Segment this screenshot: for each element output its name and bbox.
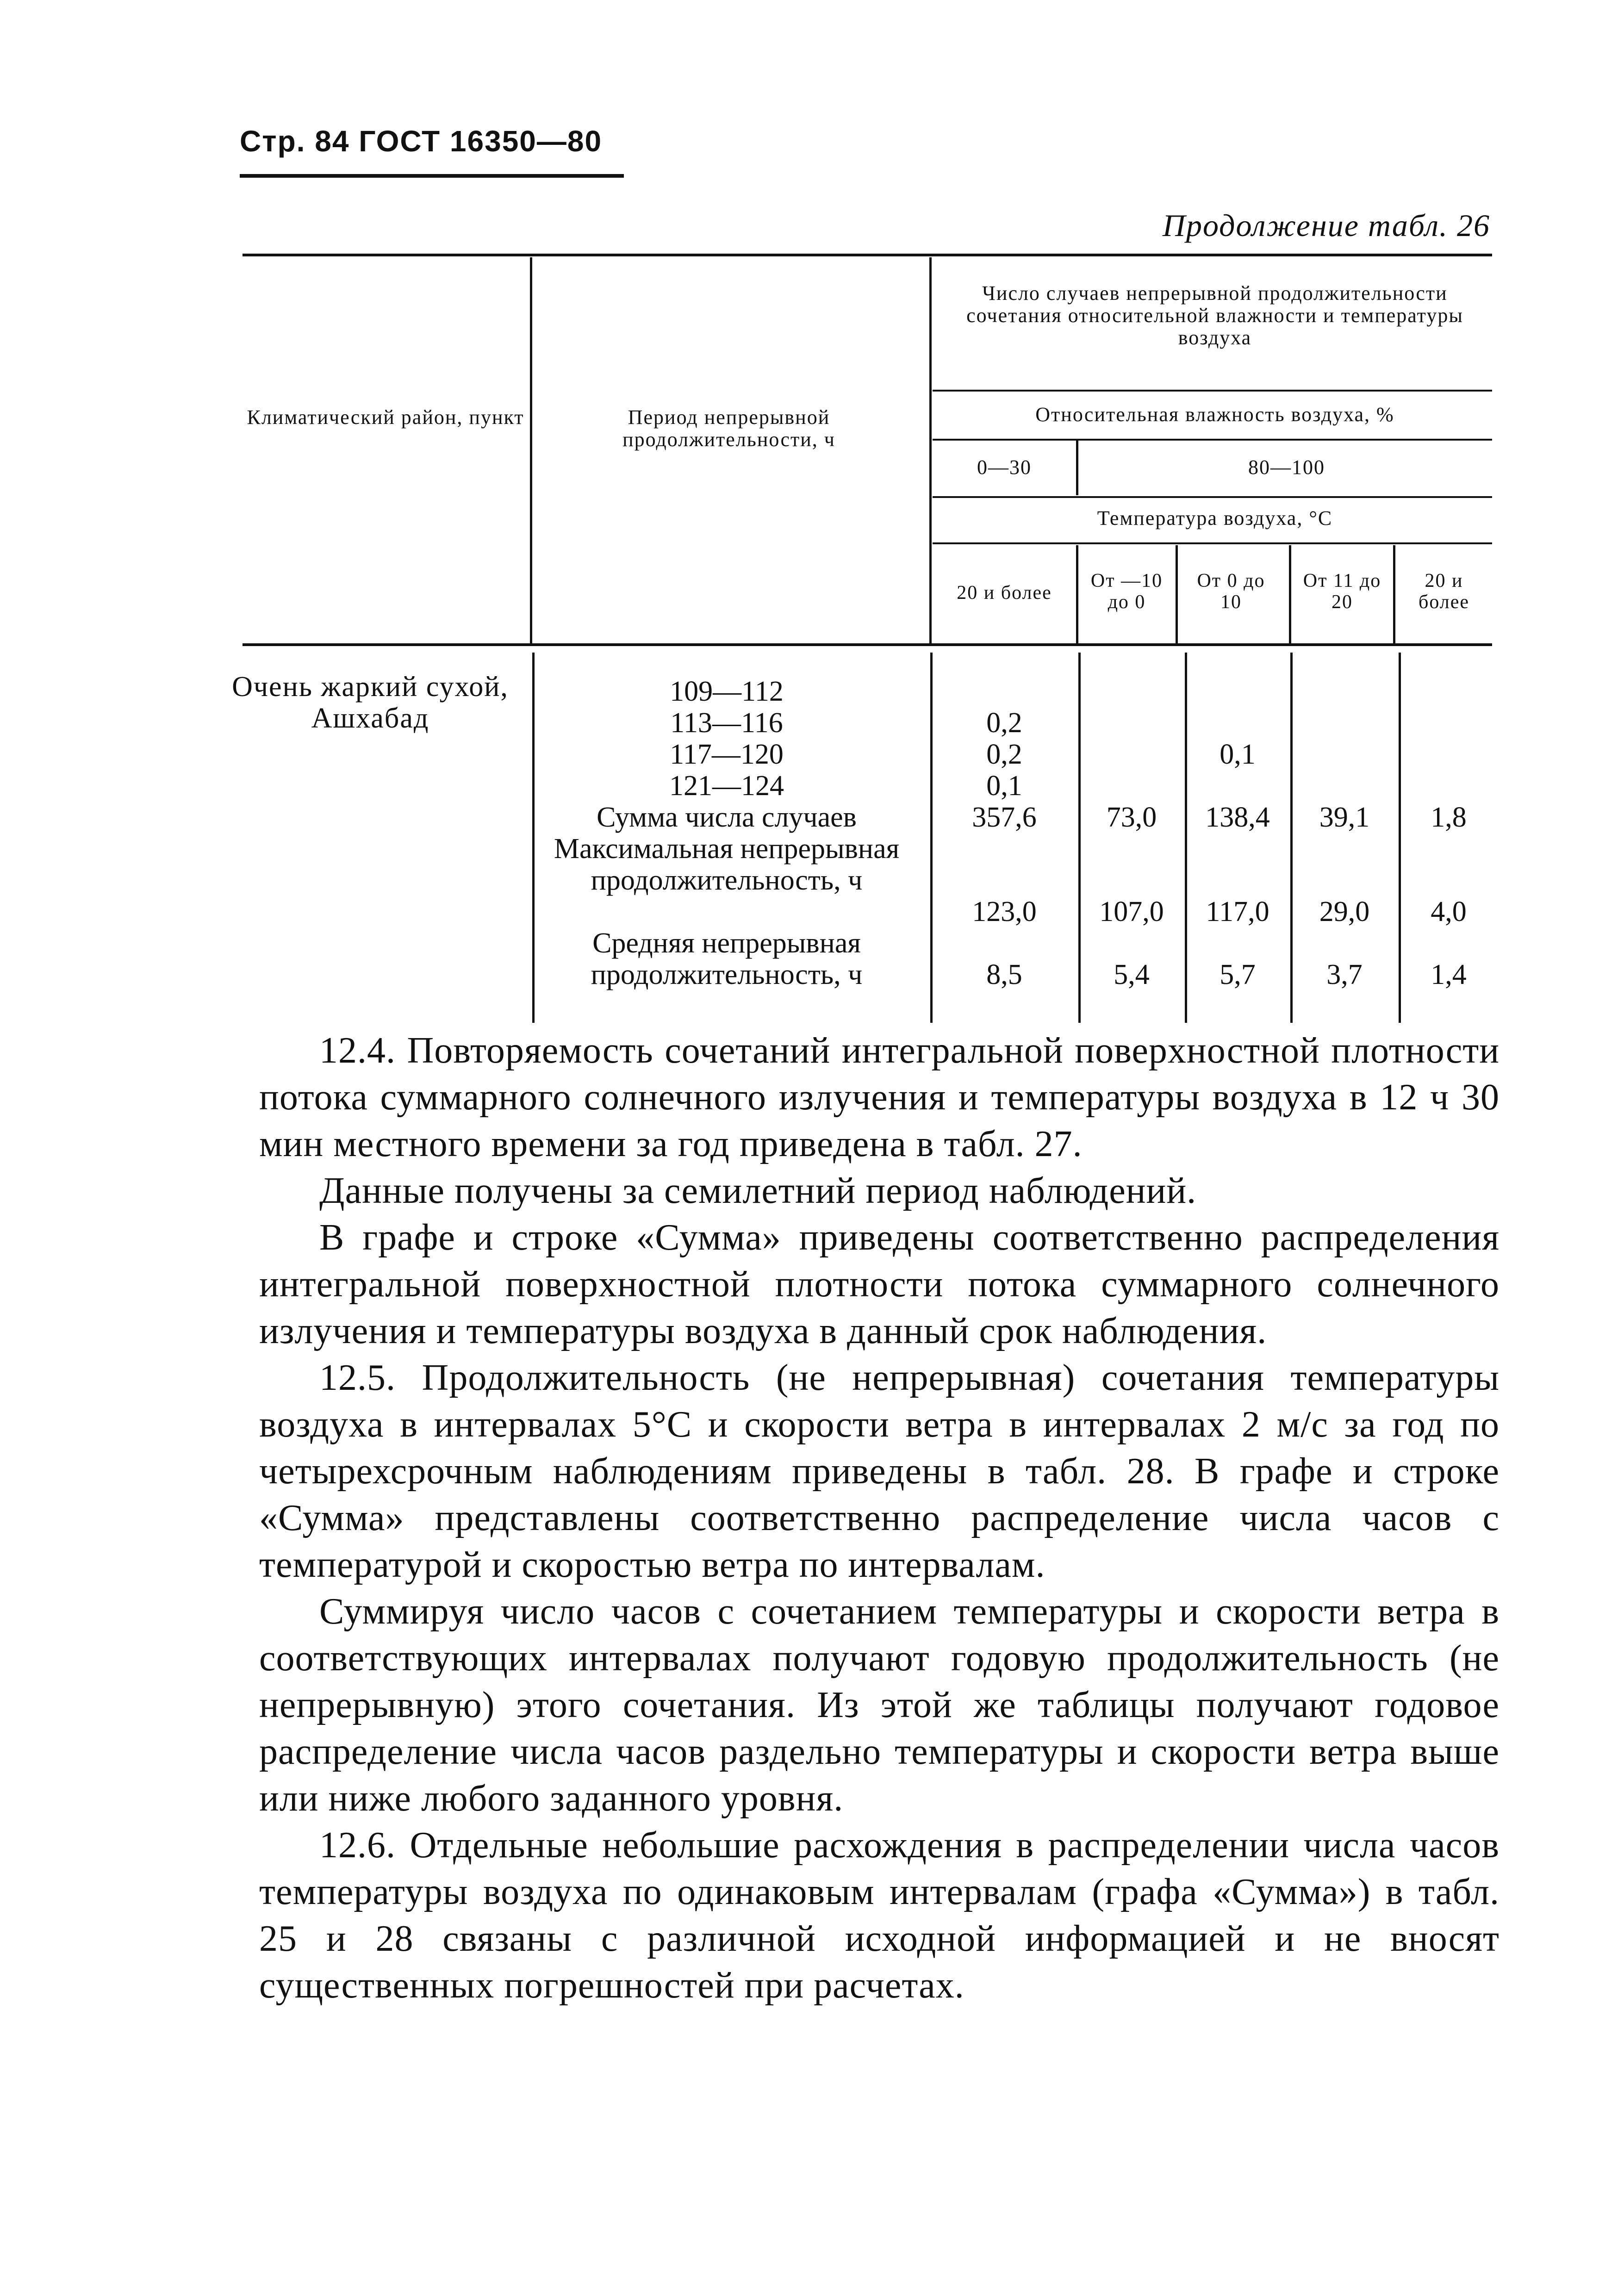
table-cell: 0,1 <box>1220 739 1256 770</box>
table-cell: 8,5 <box>986 959 1022 990</box>
table-continuation-caption: Продолжение табл. 26 <box>1162 208 1490 243</box>
table-cell: 107,0 <box>1099 896 1164 927</box>
table-top-rule <box>243 254 1492 256</box>
row-label: Сумма числа случаев <box>597 802 857 833</box>
table-cell: 123,0 <box>972 896 1037 927</box>
col-header-humidity-high: 80—100 <box>1248 456 1325 479</box>
table-region: Очень жаркий сухой, Ашхабад <box>232 671 509 734</box>
table-col-rule <box>1393 545 1395 643</box>
table-cell: 5,7 <box>1220 959 1256 990</box>
table-cell: 0,2 <box>986 739 1022 770</box>
paragraph-12-6: 12.6. Отдельные небольшие расхождения в распределении числа часов температуры воздуха по одинаковым интервалам (графа «Сумма») в табл. 25 и 28 связаны с различной исходной информацией и не вносят существенных погрешностей при расчетах. <box>259 1825 1500 2006</box>
table-cell: 5,4 <box>1114 959 1150 990</box>
table-rule <box>933 496 1492 498</box>
table-cell: 117,0 <box>1206 896 1269 927</box>
table-rule <box>933 439 1492 441</box>
table-cell: 1,4 <box>1431 959 1467 990</box>
row-label: 121—124 <box>669 770 784 802</box>
table-cell: 3,7 <box>1326 959 1363 990</box>
col-header-humidity-low: 0—30 <box>977 456 1032 479</box>
table-col-rule <box>530 257 532 643</box>
table-col-rule <box>1289 545 1291 643</box>
header-rule <box>240 174 624 178</box>
table-cell: 0,2 <box>986 707 1022 739</box>
table-col-rule <box>532 653 535 1023</box>
col-header-count-group: Число случаев непрерывной продолжительности сочетания относительной влажности и температуры воздуха <box>966 282 1463 349</box>
table-cell: 0,1 <box>986 770 1022 802</box>
col-header-region: Климатический район, пункт <box>247 406 524 429</box>
table-cell: 73,0 <box>1106 802 1157 833</box>
table-col-rule <box>1076 545 1078 643</box>
table-col-rule <box>1076 441 1078 495</box>
col-header-temp-2: От —10 до 0 <box>1090 570 1163 613</box>
paragraph-12-4: 12.4. Повторяемость сочетаний интегральной поверхностной плотности потока суммарного солнечного излучения и температуры воздуха в 12 ч 30 мин местного времени за год приведена в табл. 27. <box>259 1030 1500 1164</box>
row-label: 113—116 <box>670 707 783 739</box>
paragraph: Суммируя число часов с сочетанием температуры и скорости ветра в соответствующих интервалах получают годовую продолжительность (не непрерывную) этого сочетания. Из этой же таблицы получают годовое распределение числа часов раздельно температуры и скорости ветра выше или ниже любого заданного уровня. <box>259 1591 1500 1819</box>
row-label: Максимальная непрерывная продолжительность, ч <box>554 833 900 896</box>
table-col-rule <box>930 653 933 1023</box>
table-cell: 4,0 <box>1431 896 1467 927</box>
body-text <box>259 1027 1500 2009</box>
table-cell: 357,6 <box>972 802 1037 833</box>
col-header-temp-5: 20 и более <box>1418 570 1470 613</box>
row-label: Средняя непрерывная продолжительность, ч <box>591 927 863 990</box>
paragraph: Данные получены за семилетний период наблюдений. <box>319 1170 1197 1211</box>
col-header-temp-3: От 0 до 10 <box>1197 570 1265 613</box>
table-cell: 138,4 <box>1205 802 1270 833</box>
table-cell: 1,8 <box>1431 802 1467 833</box>
table-col-rule <box>1176 545 1178 643</box>
col-header-temp-4: От 11 до 20 <box>1303 570 1381 613</box>
col-header-temperature: Температура воздуха, °С <box>1097 507 1333 529</box>
table-header-rule <box>243 643 1492 646</box>
table-cell: 39,1 <box>1319 802 1370 833</box>
table-col-rule <box>929 257 932 643</box>
table-rule <box>933 542 1492 544</box>
col-header-humidity: Относительная влажность воздуха, % <box>1035 403 1394 426</box>
col-header-period: Период непрерывной продолжительности, ч <box>622 406 835 451</box>
table-rule <box>933 390 1492 392</box>
page-header: Стр. 84 ГОСТ 16350—80 <box>240 124 603 158</box>
row-label: 109—112 <box>670 676 784 707</box>
paragraph: В графе и строке «Сумма» приведены соответственно распределения интегральной поверхностной плотности потока суммарного солнечного излучения и температуры воздуха в данный срок наблюдения. <box>259 1217 1500 1351</box>
paragraph-12-5: 12.5. Продолжительность (не непрерывная) сочетания температуры воздуха в интервалах 5°С и скорости ветра в интервалах 2 м/с за год по четырехсрочным наблюдениям приведены в табл. 28. В графе и строке «Сумма» представлены соответственно распределение числа часов с температурой и скоростью ветра по интервалам. <box>259 1357 1500 1585</box>
table-cell: 29,0 <box>1319 896 1370 927</box>
col-header-temp-1: 20 и более <box>957 582 1052 604</box>
row-label: 117—120 <box>670 739 784 770</box>
